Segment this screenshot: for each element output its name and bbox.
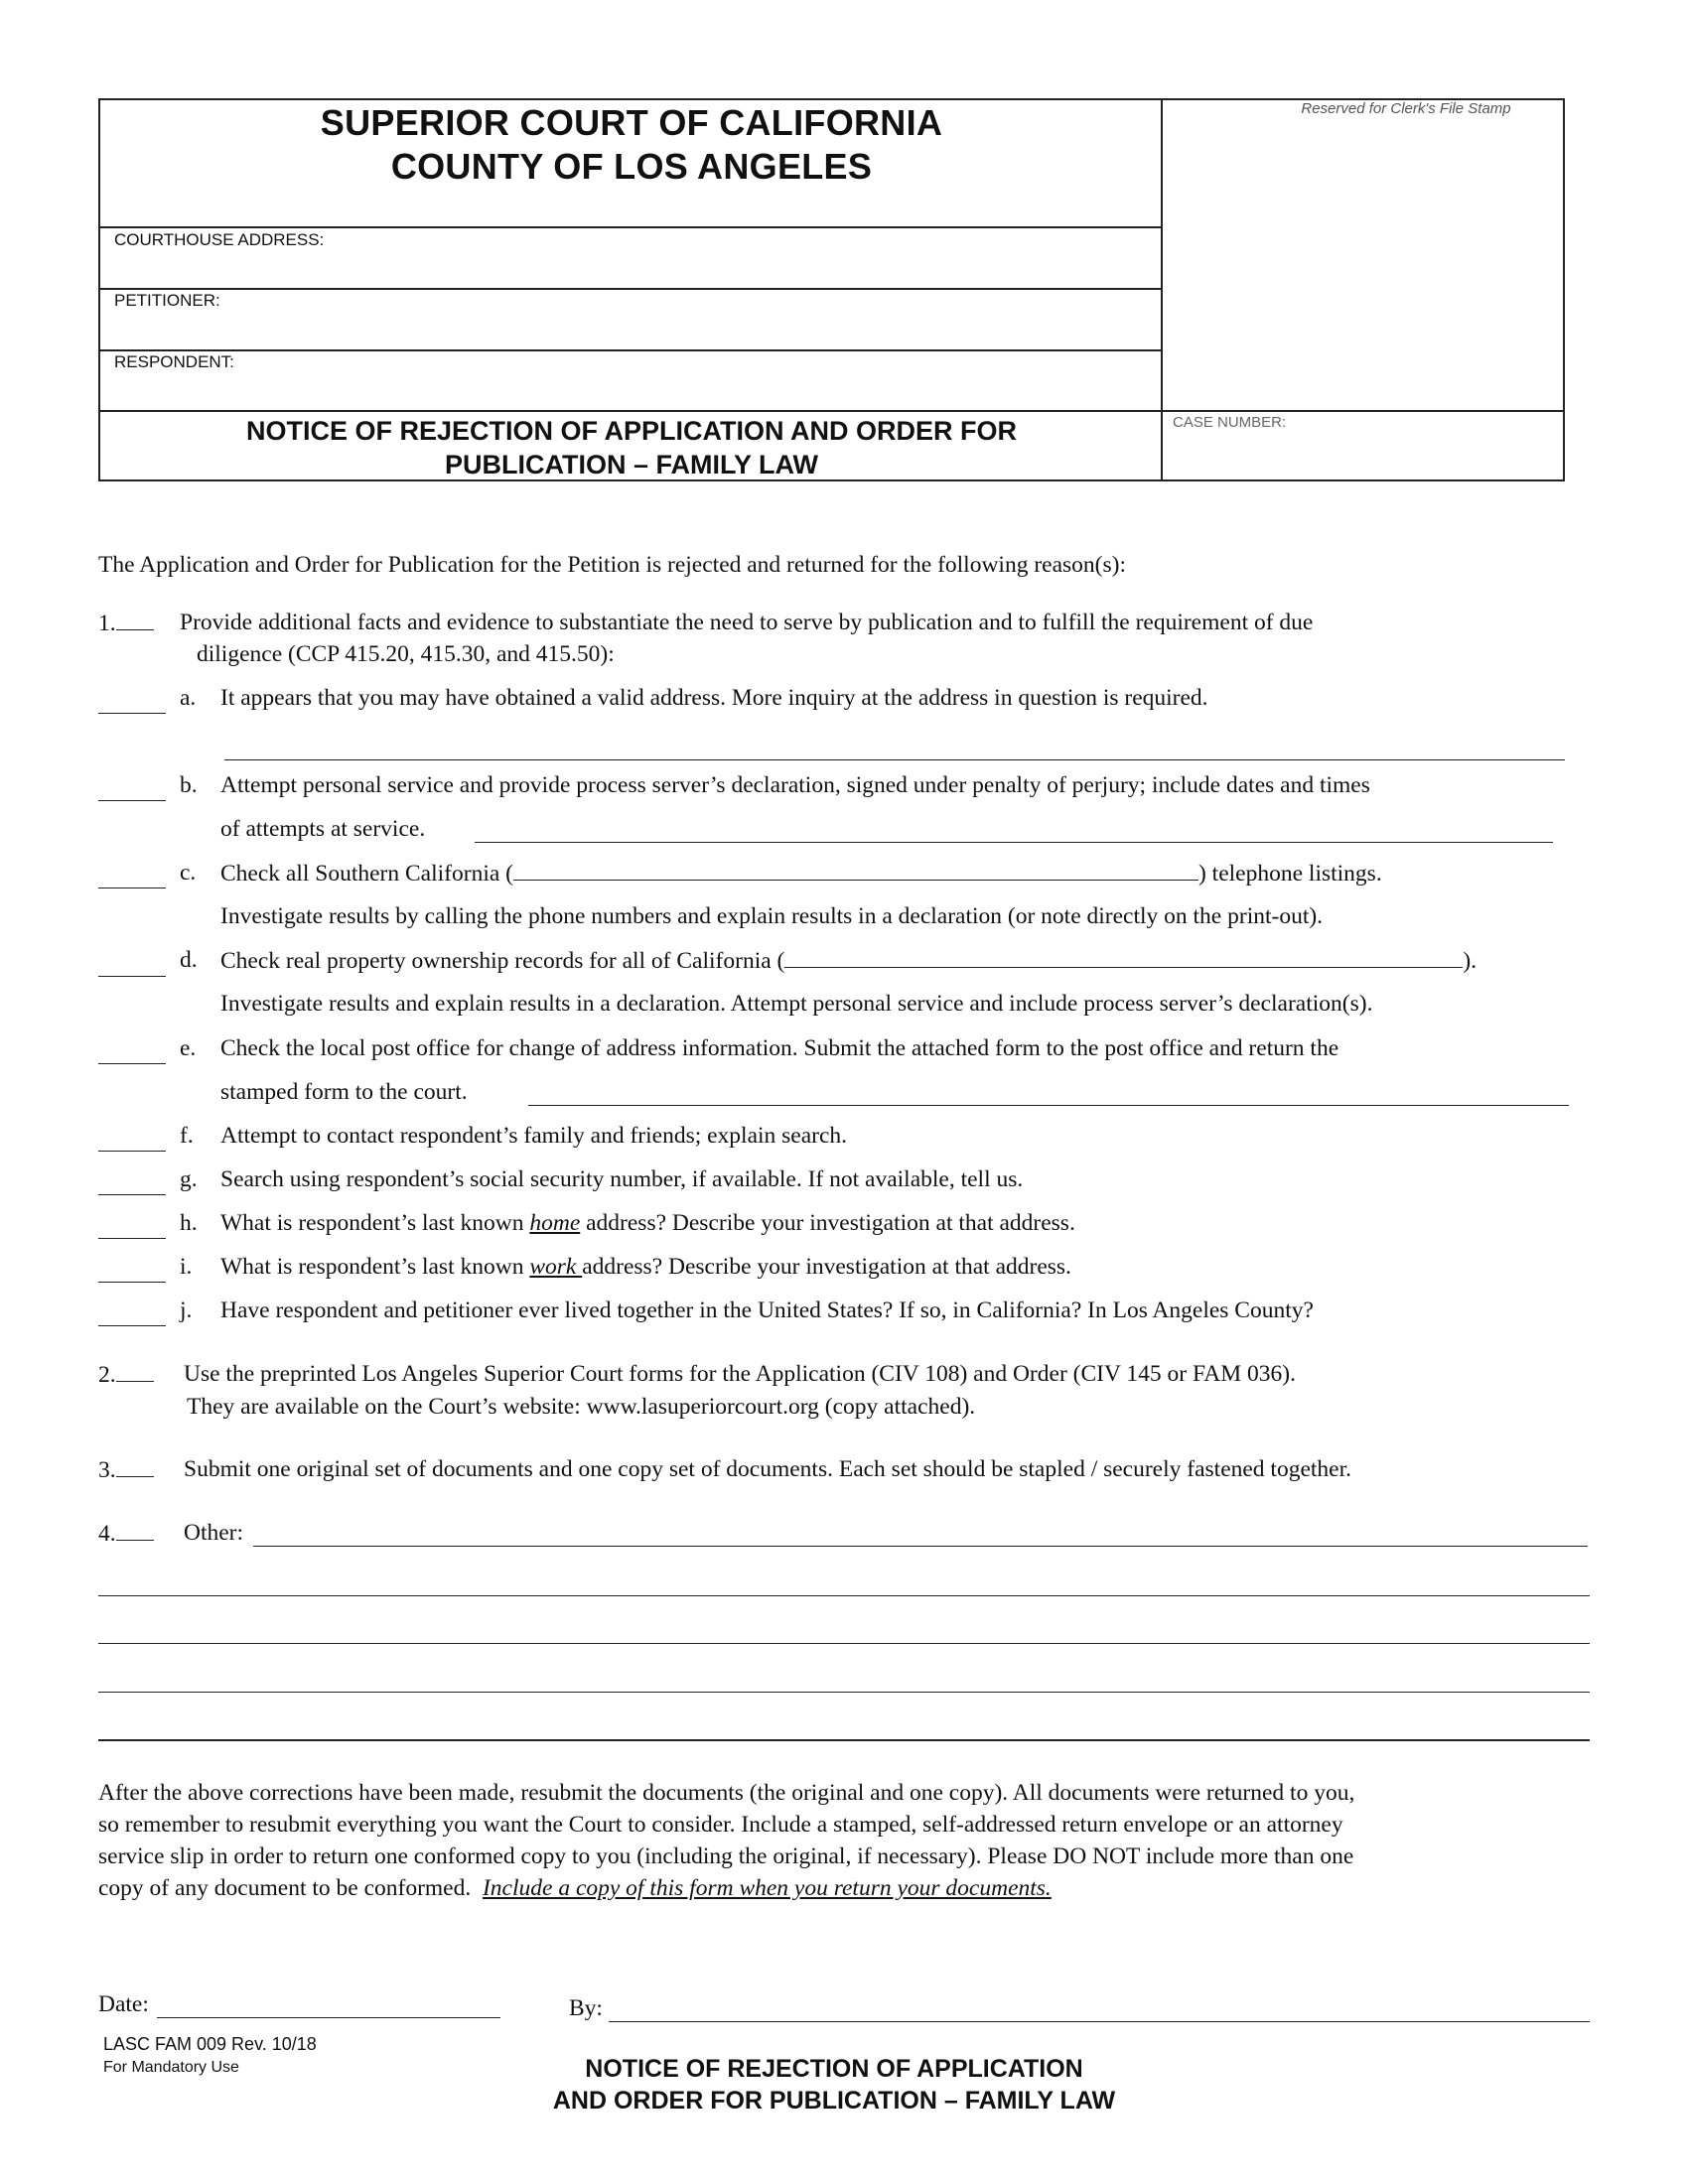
courthouse-address-field[interactable]: COURTHOUSE ADDRESS:	[114, 230, 325, 249]
sub-text-f: Attempt to contact respondent’s family and friends; explain search.	[220, 1123, 848, 1149]
sub-text-d: Check real property ownership records for all of California ( ).	[220, 948, 1477, 974]
sub-letter-f: f.	[180, 1123, 194, 1149]
other-line-3[interactable]	[98, 1643, 1590, 1644]
footer-title-line1: NOTICE OF REJECTION OF APPLICATION	[585, 2055, 1083, 2083]
rule	[100, 349, 1161, 351]
sub-text-c: Check all Southern California ( ) telephone listings.	[220, 861, 1382, 887]
closing-line-3: service slip in order to return one conformed copy to you (including the original, if necessary). Please DO NOT include more than one	[98, 1843, 1354, 1869]
court-county: COUNTY OF LOS ANGELES	[390, 146, 873, 187]
check-blank-i[interactable]	[98, 1282, 166, 1283]
by-label: By:	[569, 1995, 603, 2021]
other-line-1[interactable]	[253, 1546, 1588, 1547]
date-label: Date:	[98, 1991, 149, 2017]
check-blank-f[interactable]	[98, 1151, 166, 1152]
item-2-text-cont: They are available on the Court’s website: www.lasuperiorcourt.org (copy attached).	[187, 1394, 976, 1420]
item-4-label: Other:	[184, 1520, 244, 1546]
answer-line-a[interactable]	[224, 759, 1565, 760]
sub-letter-h: h.	[180, 1210, 198, 1236]
intro-text: The Application and Order for Publication for the Petition is rejected and returned for the following reason(s):	[98, 552, 1126, 578]
telephone-region-blank[interactable]	[513, 860, 1198, 881]
check-blank-b[interactable]	[98, 800, 166, 801]
form-id: LASC FAM 009 Rev. 10/18	[103, 2034, 317, 2054]
petitioner-field[interactable]: PETITIONER:	[114, 291, 220, 310]
sub-text-b: Attempt personal service and provide process server’s declaration, signed under penalty of perjury; include dates and times	[220, 772, 1370, 798]
property-county-blank[interactable]	[784, 947, 1463, 968]
item-1-text: Provide additional facts and evidence to substantiate the need to serve by publication and to fulfill the requirement of due	[180, 610, 1314, 635]
rule	[100, 288, 1161, 290]
item-2-text: Use the preprinted Los Angeles Superior Court forms for the Application (CIV 108) and Order (CIV 145 or FAM 036).	[184, 1361, 1296, 1387]
respondent-field[interactable]: RESPONDENT:	[114, 352, 234, 371]
answer-line-b[interactable]	[475, 842, 1553, 843]
date-field[interactable]	[157, 2017, 500, 2018]
closing-line-4: copy of any document to be conformed. Include a copy of this form when you return your documents.	[98, 1875, 1052, 1901]
form-usage: For Mandatory Use	[103, 2059, 239, 2076]
closing-line-2: so remember to resubmit everything you want the Court to consider. Include a stamped, self-addressed return envelope or an attorney	[98, 1812, 1343, 1838]
item-1-checkbox[interactable]: 1.	[98, 610, 154, 637]
item-3-text: Submit one original set of documents and one copy set of documents. Each set should be stapled / securely fastened together.	[184, 1456, 1352, 1482]
sub-letter-g: g.	[180, 1166, 198, 1192]
other-line-5[interactable]	[98, 1739, 1590, 1741]
sub-letter-j: j.	[180, 1297, 193, 1323]
sub-letter-b: b.	[180, 772, 198, 798]
clerk-stamp-label: Reserved for Clerk's File Stamp	[1301, 100, 1511, 117]
check-blank-a[interactable]	[98, 713, 166, 714]
sub-letter-c: c.	[180, 860, 197, 886]
item-1-text-cont: diligence (CCP 415.20, 415.30, and 415.50):	[197, 641, 615, 667]
signature-field[interactable]	[609, 2021, 1590, 2022]
closing-line-1: After the above corrections have been made, resubmit the documents (the original and one copy). All documents were returned to you,	[98, 1780, 1355, 1806]
other-line-2[interactable]	[98, 1595, 1590, 1596]
sub-text-i: What is respondent’s last known work address? Describe your investigation at that address.	[220, 1254, 1071, 1280]
sub-text-j: Have respondent and petitioner ever lived together in the United States? If so, in California? In Los Angeles County?	[220, 1297, 1314, 1323]
check-blank-d[interactable]	[98, 976, 166, 977]
check-blank-j[interactable]	[98, 1325, 166, 1326]
sub-text-g: Search using respondent’s social security number, if available. If not available, tell us.	[220, 1166, 1024, 1192]
sub-text-e: Check the local post office for change of address information. Submit the attached form to the post office and return the	[220, 1035, 1339, 1061]
sub-letter-e: e.	[180, 1035, 197, 1061]
document-title-line2: PUBLICATION – FAMILY LAW	[444, 450, 819, 479]
item-3-checkbox[interactable]: 3.	[98, 1456, 154, 1484]
caption-box	[98, 98, 1565, 481]
check-blank-g[interactable]	[98, 1194, 166, 1195]
sub-text-a: It appears that you may have obtained a valid address. More inquiry at the address in question is required.	[220, 685, 1208, 711]
sub-text-d-cont: Investigate results and explain results in a declaration. Attempt personal service and include process server’s declaration(s).	[220, 991, 1373, 1017]
answer-line-e[interactable]	[528, 1105, 1569, 1106]
check-blank-e[interactable]	[98, 1063, 166, 1064]
sub-text-h: What is respondent’s last known home address? Describe your investigation at that address.	[220, 1210, 1075, 1236]
item-2-checkbox[interactable]: 2.	[98, 1361, 154, 1389]
check-blank-c[interactable]	[98, 887, 166, 888]
sub-text-c-cont: Investigate results by calling the phone numbers and explain results in a declaration (or note directly on the print-out).	[220, 903, 1324, 929]
rule	[100, 226, 1161, 228]
document-title-line1: NOTICE OF REJECTION OF APPLICATION AND ORDER FOR	[245, 416, 1017, 446]
sub-letter-d: d.	[180, 947, 198, 973]
sub-letter-i: i.	[180, 1254, 193, 1280]
case-number-field[interactable]: CASE NUMBER:	[1173, 414, 1287, 431]
court-name: SUPERIOR COURT OF CALIFORNIA	[320, 102, 943, 143]
check-blank-h[interactable]	[98, 1238, 166, 1239]
item-4-checkbox[interactable]: 4.	[98, 1520, 154, 1548]
rule	[100, 410, 1565, 412]
sub-text-b-cont: of attempts at service.	[220, 816, 426, 842]
other-line-4[interactable]	[98, 1692, 1590, 1693]
sub-text-e-cont: stamped form to the court.	[220, 1079, 468, 1105]
sub-letter-a: a.	[180, 685, 197, 711]
footer-title-line2: AND ORDER FOR PUBLICATION – FAMILY LAW	[552, 2087, 1116, 2115]
